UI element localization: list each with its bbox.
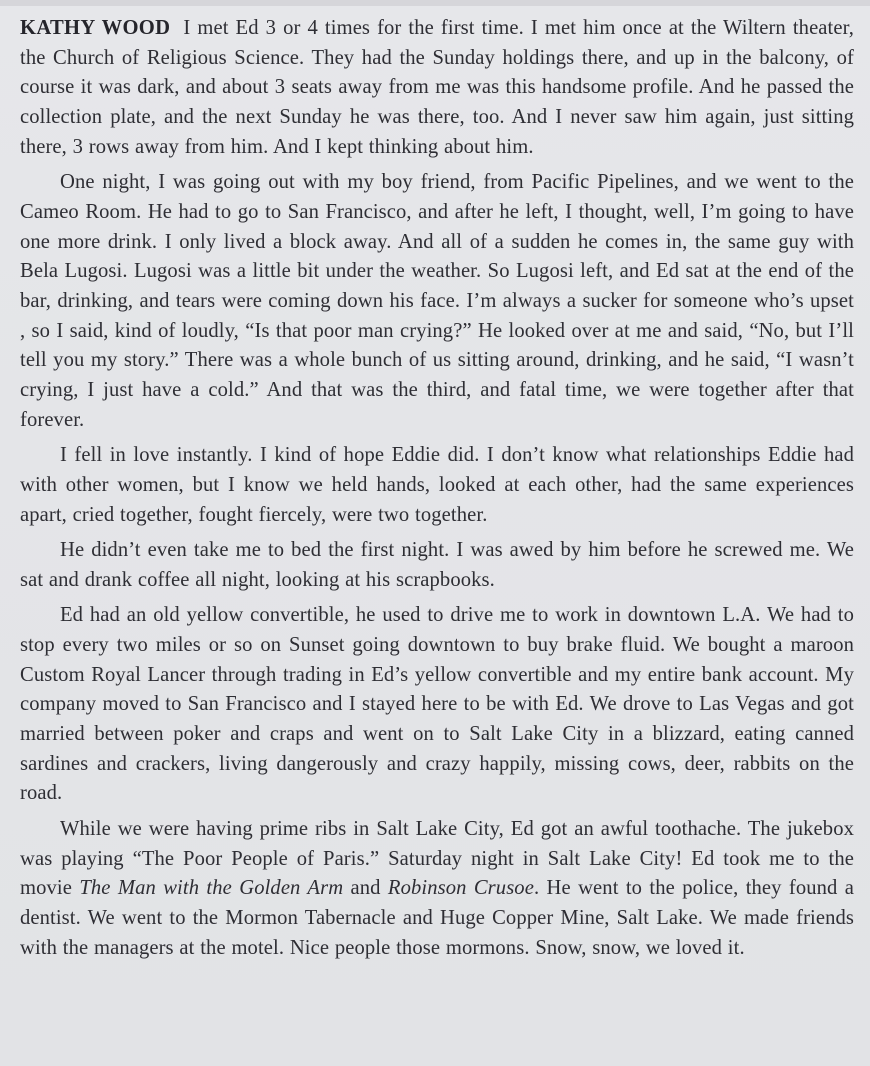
page-top-edge xyxy=(0,0,870,6)
paragraph-2: One night, I was going out with my boy friend, from Pacific Pipelines, and we went to the Cameo Room. He had to go to San Francisco, and after he left, I thought, well, I’m going to have one more drink. I only lived a block away. And all of a sudden he comes in, the same guy with Bela Lugosi. Lugosi was a little bit under the weather. So Lugosi left, and Ed sat at the end of the bar, drinking, and tears were coming down his face. I’m always a sucker for someone who’s upset , so I said, kind of loudly, “Is that poor man crying?” He looked over at me and said, “No, but I’ll tell you my story.” There was a whole bunch of us sitting around, drinking, and he said, “I wasn’t crying, I just have a cold.” And that was the third, and fatal time, we were together after that forever. xyxy=(20,171,854,431)
paragraph-6 xyxy=(20,815,854,963)
paragraph-5: Ed had an old yellow convertible, he used to drive me to work in downtown L.A. We had to stop every two miles or so on Sunset going downtown to buy brake fluid. We bought a maroon Custom Royal Lancer through trading in Ed’s yellow convertible and my entire bank account. My company moved to San Francisco and I stayed here to be with Ed. We drove to Las Vegas and got married between poker and craps and went on to Salt Lake City in a blizzard, eating canned sardines and crackers, living dangerously and crazy happily, missing cows, deer, rabbits on the road. xyxy=(20,604,854,805)
paragraph-1 xyxy=(20,14,854,162)
paragraph-6-text-b: and xyxy=(343,877,388,900)
body-text xyxy=(20,14,854,969)
movie-title-2: Robinson Crusoe xyxy=(387,877,534,900)
paragraph-1-text: I met Ed 3 or 4 times for the first time. I met him once at the Wiltern theater, the Church of Religious Science. They had the Sunday holdings there, and up in the balcony, of course it was dark, and about 3 seats away from me was this handsome profile. And he passed the collection plate, and the next Sunday he was there, too. And I never saw him again, just sitting there, 3 rows away from him. And I kept thinking about him. xyxy=(20,17,854,158)
paragraph-3: I fell in love instantly. I kind of hope Eddie did. I don’t know what relationships Eddie had with other women, but I know we held hands, looked at each other, had the same experiences apart, cried together, fought fiercely, were two together. xyxy=(20,444,854,526)
paragraph-6-text-a: While we were having prime ribs in Salt Lake City, Ed got an awful toothache. The jukebox was playing “The Poor People of Paris.” Saturday night in Salt Lake City! Ed took me to the movie xyxy=(20,818,854,900)
movie-title-1: The Man with the Golden Arm xyxy=(79,877,344,900)
paragraph-4: He didn’t even take me to bed the first night. I was awed by him before he screwed me. We sat and drank coffee all night, looking at his scrapbooks. xyxy=(20,539,854,591)
paragraph-6-text-c: . He went to the police, they found a dentist. We went to the Mormon Tabernacle and Huge Copper Mine, Salt Lake. We made friends with the managers at the motel. Nice people those mormons. Snow, snow, we loved it. xyxy=(20,877,855,959)
speaker-name: KATHY WOOD xyxy=(20,17,171,39)
